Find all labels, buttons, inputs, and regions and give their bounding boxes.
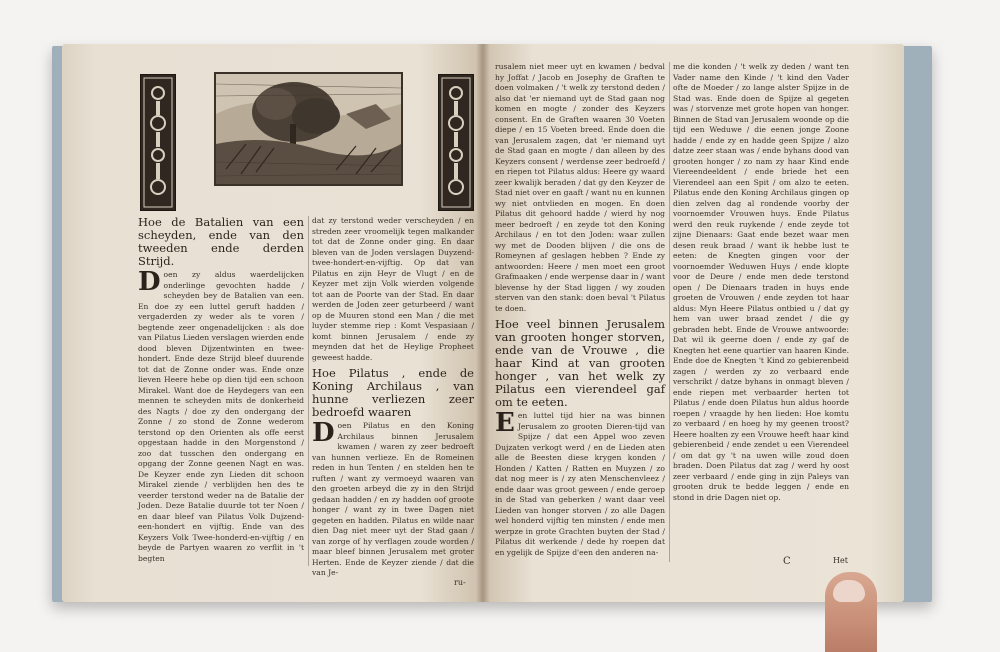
left-page-heading-2: Hoe Pilatus , ende de Koning Archilaus , van hunne verliezen zeer bedroefd waaren: [312, 366, 474, 419]
right-page-col2-text: me die konden / 't welk zy deden / want ten Vader name den Kinde / 't kind den Vader ofte de Moeder / zo lange alster Spijze in de Stad was. Ende doen de Spijze al gegeten was / storvenze met grote hopen van honger. Binnen de Stad van Jerusalem woonde op die tijd een Weduwe / die eenen jonge Zoone hadde / ende zy en hadde geen Spijze / alzo datze zeer staan was / ende byhans dood van grooten honger / zo nam zy haar Kind ende Viereendeeldent / ende briede het een Vierendeel aan een Spit / om alzo te eeten. Pilatus ende den Koning Archilaus gingen op dien zelven dag al rondende voorby der voornoemder Vrouwen huys. Ende Pilatus werd den reuk ruykende / ende zeyde tot zijne Dienaars: Gaat ende bezet waar men desen reuk braad / want ik hebbe lust te eeten: de Knegten gingen voor der voornoemder Weduwen Huys / ende klopte voor de Deure / ende men dede terstond open / De Dienaars traden in huys ende groeten de Vrouwen / ende zeyden tot haar aldus: Myn Heere Pilatus ontbied u / dat gy hem van uwer braad zendet / die gy gebraden hebt. Ende de Vrouwe antwoorde: Dat wil ik geerne doen / ende zy gaf de Knegten het eene quartier van haaren Kinde. Ende doe de Knegten 't Kind zo gebierenbeid zagen / werden zy zo verbaard ende verschrikt / datze byhans in onmagt bleven / ende riepen met verbaarder herten tot Pilatus / ende doen Pilatus hun aldus hoorde roepen / vraagde hy hen lieden: Hoe komtu zo verbaard / en hoeg hy my geenen troost? Heere hoalten zy een Vrouwe heeft haar kind gebierenbeid / ende zendet u een Vierendeel / om dat gy 't na uwen wille zoud doen braden. Doen Pilatus dat zag / werd hy oost zeer verbaard / ende ging in zijn Paleys van grooten druk te bedde leggen / ende en stond in drie Dagen niet op.: [673, 62, 849, 502]
right-page-column-1: [495, 62, 665, 558]
left-page: [62, 44, 483, 602]
left-page-col1-body: oen zy aldus waerdelijcken onderlinge gevochten hadde / scheyden bey de Batalien van een. En doe zy een luttel geruft hadden / vergaderden zy weder als te voren / begtende zeer ongenadelijcken : als doe van Pilatus Lieden verslagen wierden ende dood bleven Dijzentwinten en twee-hondert. Ende deze Strijd bleef duurende tot dat de Zonne onder was. Ende onze lieven Heere hebe op dien tijd een schoon Mirakel. Want doe de Heydegers van een mennen te scheyden mits de donkerheid des Nagts / doe zy den ondergang der Zonne / zo stond de Zonne wederom terstond op den Orienten als offe eerst opgestaan hadde in den Morgenstond / zoo dat tusschen den ondergang en opgang der Zonne geenen Nagt en was. De Keyzer ende zyn Lieden dit schoon Mirakel ziende / verblijden hen des te veerder terstond weder na de Batalie der Joden. Deze Batalie duurde tot ter Noen / en daar bleef van Pilatus Volk Dujzend-een-hondert en vijftig. Ende van des Keyzers Volk Twee-honderd-en-vijftig / en beyde de Partyen waaren zo verflit in 't begten: [138, 270, 304, 563]
drop-cap: E: [495, 408, 515, 438]
right-page: [483, 44, 904, 602]
right-page-column-2: [673, 62, 849, 503]
left-page-col2-text2-para: [312, 418, 474, 579]
drop-cap: D: [312, 418, 335, 448]
ornamental-border-left: [140, 74, 176, 211]
right-page-col1-text2-para: [495, 408, 665, 558]
woodcut-illustration: [214, 72, 403, 186]
column-rule-left: [308, 216, 309, 566]
open-book-spread: [62, 44, 904, 602]
column-rule-right: [669, 62, 670, 562]
right-page-heading: Hoe veel binnen Jerusalem van grooten honger storven, ende van de Vrouwe , die haar Kind at van grooten honger , van het welk zy Pilatus een vierendeel gaf om te eeten.: [495, 317, 665, 409]
book-gutter: [476, 44, 490, 602]
left-page-col2-text: dat zy terstond weder verscheyden / en streden zeer vroomelijk tegen malkander tot dat de Zonne onder ging. En daar bleven van de Joden verslagen Duyzend-twee-hondert-en-vijftig. Op dat van Pilatus en zijn Heyr de Vlugt / en de Keyzer met zijn Volk wierden volgende tot aan de Poorte van der Stad. En daar werden de Joden zeer geturbeerd / want op de Muuren stond een Man / die met luyder stemme riep : Komt Vespasiaan / komt binnen Jerusalem / ende zy meynden dat het de Heylige Propheet geweest hadde.: [312, 216, 474, 362]
left-page-catchword: ru-: [454, 578, 466, 587]
right-page-col1-text: rusalem niet meer uyt en kwamen / bedval hy Joffat / Jacob en Josephy de Graften te doen volmaken / 't welk zy terstond deden / also dat 'er niemand uyt de Stad gaan nog komen en mogte / zonder des Keyzers consent. En de Graften waaren 30 Voeten diepe / en 15 Voeten breed. Ende doen die van Jerusalem zagen, dat 'er niemand uyt de Stad gaan en mogte / dan alleen by des Keyzers consent / werdense zeer bedroefd / en riepen tot Pilatus aldus: Heere gy waard zeer kwalijk beraden / dat gy den Keyzer de Stad niet over en gaaft / want nu en kunnen wy niet ontvlieden en mogen. En doen Pilatus dit gehoord hadde / wierd hy nog meer bedroeft / en zeyde tot den Koning Archilaus / en tot den Joden: waar zullen wy met de Dooden blijven / die ons de Romeynen af geslagen hebben ? Ende zy antwoorden: Heere / men moet een groot Grafmaaken / ende werpense daar in / want blevense hy der Stad liggen / wy zouden sterven van den stank: doen beval 't Pilatus te doen.: [495, 62, 665, 313]
thumb-nail: [833, 580, 865, 602]
left-page-column-1: [138, 216, 304, 564]
ornamental-border-right: [438, 74, 474, 211]
left-page-heading: Hoe de Batalien van een scheyden, ende van den tweeden ende derden Strijd.: [138, 215, 304, 268]
left-page-column-2: [312, 216, 474, 579]
drop-cap: D: [138, 267, 161, 297]
signature-mark: C: [783, 556, 791, 567]
left-page-col2-text2: oen Pilatus en den Koning Archilaus binnen Jerusalem kwamen / waren zy zeer bedroeft van hunnen verlieze. En de Romeinen reden in hun Tenten / en stelden hen te ruften / want zy vermoeyd waaren van den groeten arbeyd die zy in den Strijd gedaan hadden / en zy hadden oof groote honger / want zy in twee Dagen niet gegeten en hadden. Pilatus en wilde naar dien Dag niet meer uyt der Stad gaan / van zorge of hy verflagen zoude worden / maar bleef binnen Jerusalem met groter Herten. Ende de Keyzer ziende / dat die van Je-: [312, 421, 474, 577]
left-page-col1-text: [138, 267, 304, 564]
right-page-col1-text2: en luttel tijd hier na was binnen Jerusalem zo grooten Dieren-tijd van Spijze / dat een Appel woo zeven Dujzaten verkogt werd / en de Lieden aten alle de Beesten diese krygen konden / Honden / Katten / Ratten en Muyzen / zo dat nog meer is / zy aten Menschenvleez / ende daar was groot geween / ende geroep in de Stad van geberken / want daar veel Lieden van honger storven / zo alle Dagen wel honderd vijftig ten minsten / ende men werpze in grote Grachten buyten der Stad / Pilatus dit werkende / dede hy roepen dat en ygelijk de Spijze d'een den anderen na-: [495, 411, 665, 557]
right-page-catchword: Het: [833, 556, 848, 565]
